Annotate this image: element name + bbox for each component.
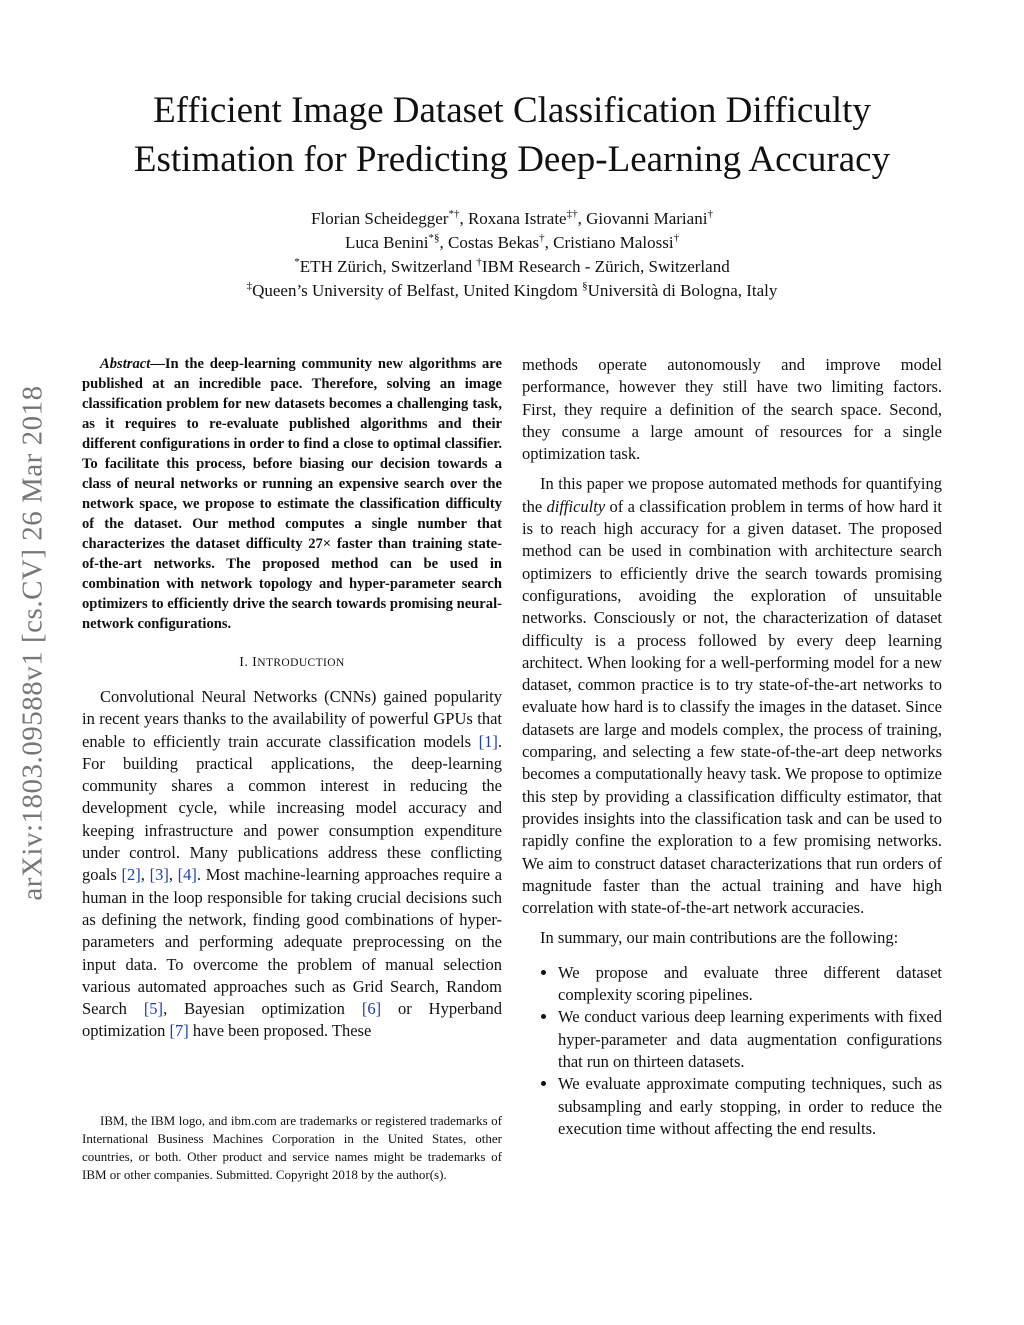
author-name: Giovanni Mariani	[586, 209, 708, 228]
footnote: IBM, the IBM logo, and ibm.com are trademarks or registered trademarks of International Business Machines Corporation in the United States, other countries, or both. Other product and service names might be trademarks of IBM or other companies. Submitted. Copyright 2018 by the author(s).	[82, 1113, 502, 1182]
author-mark: †	[707, 208, 713, 220]
affiliation: Queen’s University of Belfast, United Kingdom	[252, 281, 578, 300]
paper-title	[60, 86, 964, 184]
list-item: • We propose and evaluate three different dataset complexity scoring pipelines.	[558, 962, 942, 1007]
abstract-label: Abstract	[100, 356, 151, 372]
affiliation-mark: †	[476, 256, 482, 268]
citation-link[interactable]: [4]	[177, 865, 197, 885]
author-name: Cristiano Malossi	[553, 233, 674, 252]
title-line-1: Efficient Image Dataset Classification Difficulty	[153, 90, 871, 131]
paragraph-proposal	[522, 473, 942, 919]
author-name: Florian Scheidegger	[311, 209, 449, 228]
text-run: Convolutional Neural Networks (CNNs) gained popularity in recent years thanks to the availability of powerful GPUs that enable to efficiently train accurate classification models	[82, 687, 502, 751]
author-name: Roxana Istrate	[467, 209, 567, 228]
affiliation: IBM Research - Zürich, Switzerland	[481, 257, 730, 276]
paragraph-continued: methods operate autonomously and improve model performance, however they still have two limiting factors. First, they require a definition of the search space. Second, they consume a large amount of resources for a single optimization task.	[522, 355, 942, 464]
affiliation-mark: *	[294, 256, 300, 268]
abstract	[82, 354, 502, 634]
text-run: . Most machine-learning approaches require a human in the loop responsible for taking crucial decisions such as defining the network, finding good combinations of hyper-parameters and performing adequate preprocessing on the input data. To overcome the problem of manual selection various automated approaches such as Grid Search, Random Search	[82, 865, 503, 1019]
author-name: Costas Bekas	[448, 233, 540, 252]
citation-link[interactable]: [3]	[149, 865, 169, 885]
citation-link[interactable]: [2]	[121, 865, 141, 885]
author-mark: *†	[448, 208, 460, 220]
text-run: have been proposed. These	[188, 1021, 372, 1041]
right-column	[522, 354, 942, 1140]
text-run: ,	[140, 865, 150, 885]
text-run: , Bayesian optimization	[163, 999, 362, 1019]
list-item: • We conduct various deep learning experiments with fixed hyper-parameter and data augmentation configurations that run on thirteen datasets.	[558, 1006, 942, 1073]
author-line-2: Luca Benini*§, Costas Bekas†, Cristiano Malossi†	[344, 232, 680, 252]
affiliation: Università di Bologna, Italy	[587, 281, 778, 300]
text-run: or Hyperband optimization	[82, 999, 502, 1041]
abstract-text: —In the deep-learning community new algorithms are published at an incredible pace. Therefore, solving an image classification problem for new datasets becomes a challenging task, as it requires to re-evaluate published algorithms and their different configurations in order to find a close to optimal classifier. To facilitate this process, before biasing our decision towards a class of neural networks or running an expensive search over the network space, we propose to estimate the classification difficulty of the dataset. Our method computes a single number that characterizes the dataset difficulty 27× faster than training state-of-the-art networks. The proposed method can be used in combination with network topology and hyper-parameter search optimizers to efficiently drive the search towards promising neural-network configurations.	[82, 356, 502, 632]
affiliation: ETH Zürich, Switzerland	[299, 257, 473, 276]
text-run: ,	[168, 865, 178, 885]
left-column	[82, 354, 502, 1043]
author-mark: *§	[428, 232, 440, 244]
affiliation-line-1	[160, 255, 864, 279]
author-line-1: Florian Scheidegger*†, Roxana Istrate‡†, Giovanni Mariani†	[311, 208, 713, 228]
author-mark: †	[539, 232, 545, 244]
affiliation-mark: §	[582, 280, 588, 292]
arxiv-stamp	[10, 348, 55, 938]
section-title-rest: NTRODUCTION	[257, 657, 345, 669]
section-initial: I	[252, 655, 258, 670]
intro-paragraph	[82, 686, 502, 1043]
text-run: In this paper we propose automated methods for quantifying the	[522, 474, 942, 516]
citation-link[interactable]: [6]	[361, 999, 382, 1019]
author-name: Luca Benini	[344, 233, 429, 252]
text-run: of a classification problem in terms of how hard it is to reach high accuracy for a given dataset. The proposed method can be used in combination with architecture search optimizers to efficiently drive the search towards promising configurations, avoiding the exploration of unsuitable networks. Consciously or not, the characterization of dataset difficulty is a process followed by every deep learning architect. When looking for a well-performing model for a new dataset, common practice is to try state-of-the-art networks to evaluate how hard is to classify the images in the dataset. Since datasets are large and models complex, the process of training, comparing, and selecting a few state-of-the-art deep networks becomes a computationally heavy task. We propose to optimize this step by providing a classification difficulty estimator, that provides insights into the classification task and can be used to rapidly confine the exploration to a few promising networks. We aim to construct dataset characterizations that run orders of magnitude faster than the actual training and have high correlation with state-of-the-art network accuracies.	[522, 496, 942, 918]
arxiv-id: arXiv:1803.09588v1 [cs.CV] 26 Mar 2018	[16, 385, 48, 901]
author-block	[160, 207, 864, 303]
author-mark: †	[673, 232, 680, 244]
affiliation-line-2	[160, 279, 864, 303]
citation-link[interactable]: [7]	[169, 1021, 189, 1041]
contributions-list	[522, 962, 942, 1140]
section-heading-introduction	[82, 655, 502, 671]
author-mark: ‡†	[566, 208, 578, 220]
section-numeral: I.	[239, 655, 249, 670]
citation-link[interactable]: [1]	[478, 731, 498, 751]
emphasis: difficulty	[546, 496, 606, 516]
affiliation-mark: ‡	[246, 280, 253, 292]
title-line-2: Estimation for Predicting Deep-Learning Accuracy	[133, 139, 891, 180]
list-item: • We evaluate approximate computing techniques, such as subsampling and early stopping, in order to reduce the execution time without affecting the end results.	[558, 1073, 942, 1140]
paragraph-summary: In summary, our main contributions are the following:	[540, 928, 899, 948]
text-run: . For building practical applications, the deep-learning community shares a common interest in reducing the development cycle, while increasing model accuracy and keeping infrastructure and power consumption expenditure under control. Many publications address these conflicting goals	[82, 731, 502, 885]
citation-link[interactable]: [5]	[143, 999, 164, 1019]
